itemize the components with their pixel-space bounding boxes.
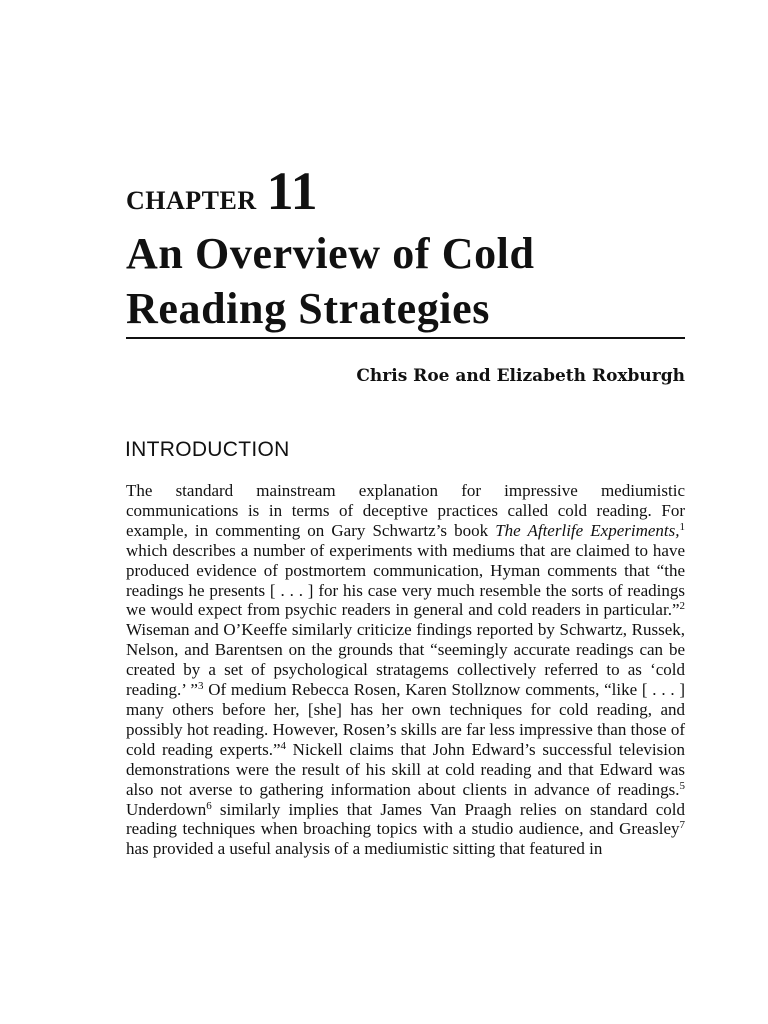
paragraph-text-3: Wiseman and O’Keeffe similarly criticize findings reported by Schwartz, Russek, Nelson, and Barentsen on the grounds that “seemingly accurate readings can be created by a set of psychological stratagems collectively referred to as ‘cold reading.’ ”	[126, 620, 685, 700]
chapter-label	[126, 161, 318, 221]
footnote-ref-6[interactable]: 6	[206, 799, 212, 812]
chapter-number: 11	[266, 161, 318, 221]
paragraph-text-5: Nickell claims that John Edward’s successful television demonstrations were the result of his skill at cold reading and that Edward was also not averse to gathering information about clients in advance of readings.	[126, 739, 685, 799]
chapter-word: CHAPTER	[126, 186, 257, 215]
footnote-ref-2[interactable]: 2	[679, 600, 685, 613]
chapter-title-line-2: Reading Strategies	[126, 284, 490, 333]
footnote-ref-4[interactable]: 4	[280, 739, 286, 752]
chapter-title	[126, 226, 696, 336]
paragraph-text-8: has provided a useful analysis of a mediumistic sitting that featured in	[126, 839, 603, 859]
body-paragraph	[126, 481, 685, 859]
footnote-ref-7[interactable]: 7	[679, 819, 685, 832]
book-title: The Afterlife Experiments,	[495, 520, 680, 540]
title-divider	[126, 337, 685, 339]
footnote-ref-3[interactable]: 3	[197, 680, 204, 693]
paragraph-text-1: The standard mainstream explanation for impressive mediumistic communications is in terms of deceptive practices called cold reading. For example, in commenting on Gary Schwartz’s book	[126, 481, 685, 540]
paragraph-text-6: Underdown	[126, 799, 207, 819]
chapter-authors: Chris Roe and Elizabeth Roxburgh	[356, 366, 685, 386]
footnote-ref-5[interactable]: 5	[679, 779, 685, 792]
section-heading: INTRODUCTION	[125, 438, 290, 461]
paragraph-text-2: which describes a number of experiments with mediums that are claimed to have produced evidence of postmortem communication, Hyman comments that “the readings he presents [ . . . ] for his case very much resemble the sorts of readings we would expect from psychic readers in general and cold readers in particular.”	[126, 540, 685, 620]
paragraph-text-4: Of medium Rebecca Rosen, Karen Stollznow comments, “like [ . . . ] many others before her, [she] has her own techniques for cold reading, and possibly hot reading. However, Rosen’s skills are far less impressive than those of cold reading experts.”	[126, 680, 685, 759]
footnote-ref-1[interactable]: 1	[679, 520, 685, 533]
chapter-title-line-1: An Overview of Cold	[126, 229, 535, 278]
paragraph-text-7: similarly implies that James Van Praagh relies on standard cold reading techniques when broaching topics with a studio audience, and Greasley	[126, 799, 685, 839]
